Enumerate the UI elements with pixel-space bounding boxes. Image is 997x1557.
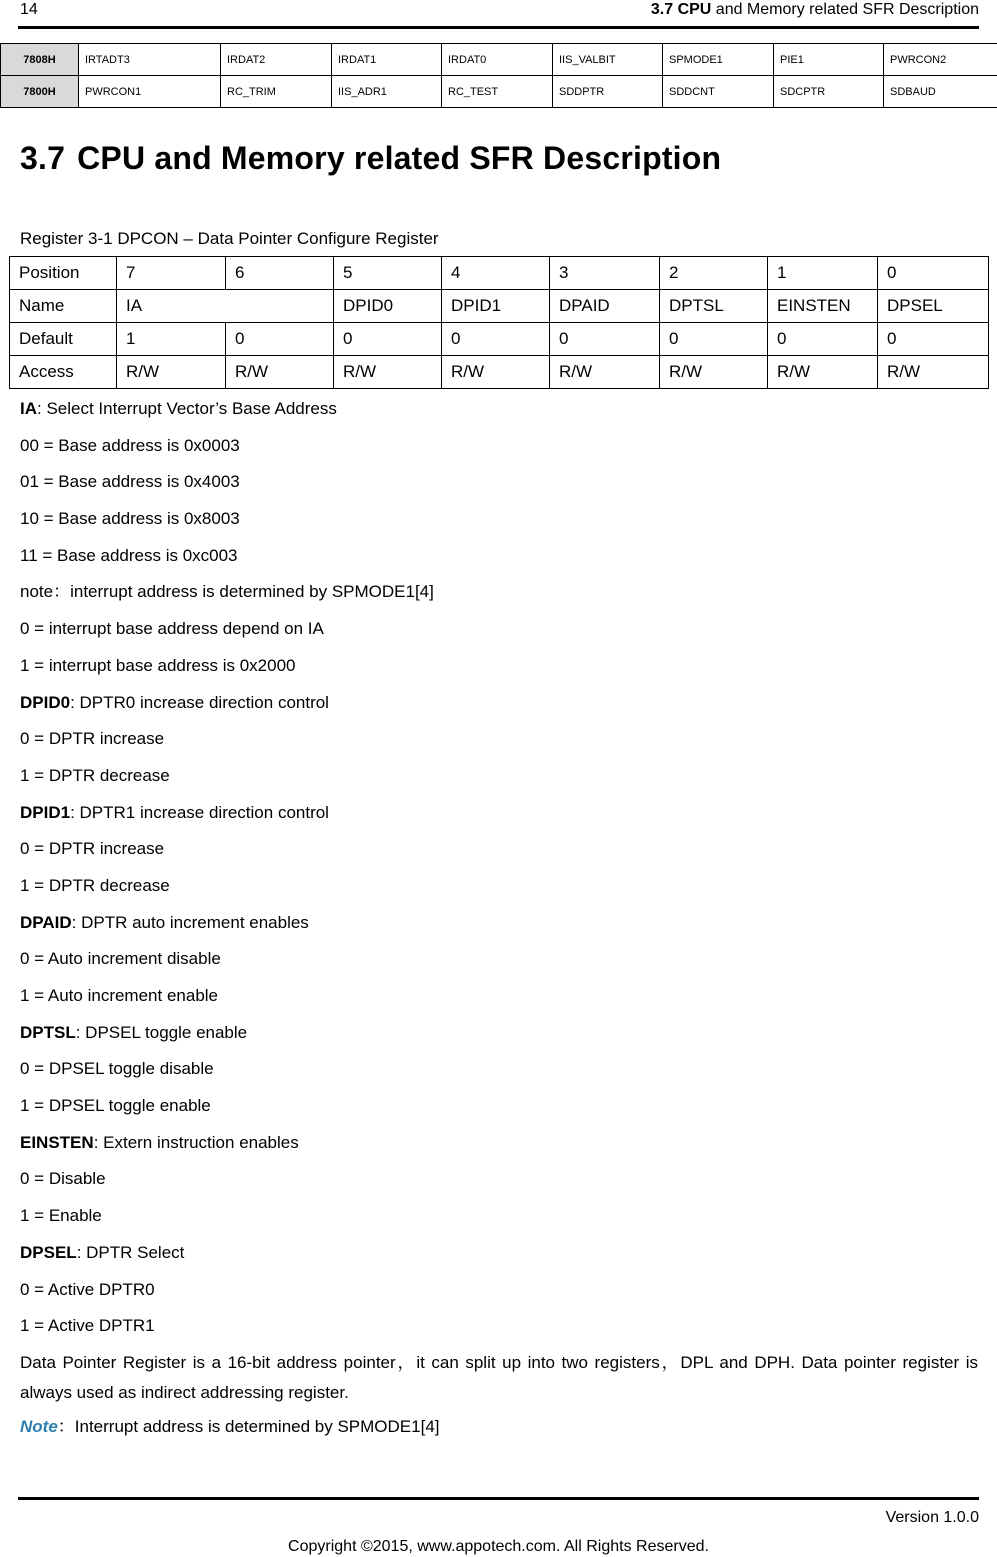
field-value-line: 1 = DPTR decrease	[20, 875, 170, 895]
header-title-bold: 3.7 CPU	[650, 1, 712, 18]
section-heading	[20, 140, 721, 177]
header-title-rest: and Memory related SFR Description	[711, 1, 979, 18]
table-cell: DPID0	[334, 290, 442, 323]
field-value-line: 0 = Auto increment disable	[20, 949, 221, 969]
sfr-cell: IRTADT3	[79, 44, 221, 76]
field-value-line: 0 = Disable	[20, 1169, 106, 1189]
field-name: DPSEL	[20, 1242, 77, 1262]
table-cell: 0	[334, 323, 442, 356]
sfr-cell: PWRCON2	[884, 44, 997, 76]
field-description: : DPTR1 increase direction control	[70, 802, 329, 822]
field-value-line: 00 = Base address is 0x0003	[20, 435, 240, 455]
sfr-cell: IRDAT1	[332, 44, 442, 76]
table-cell: 5	[334, 257, 442, 290]
field-description: : DPTR auto increment enables	[71, 912, 309, 932]
description-paragraph: Data Pointer Register is a 16-bit address pointer，it can split up into two registers，DPL and DPH. Data pointer register is always used as indirect addressing register.	[20, 1352, 978, 1402]
table-cell: 0	[768, 323, 878, 356]
field-heading-dpsel	[20, 1235, 978, 1272]
table-cell: R/W	[226, 356, 334, 389]
row-header: Position	[10, 257, 117, 290]
field-value-line: 1 = DPSEL toggle enable	[20, 1096, 211, 1116]
sfr-cell: SDBAUD	[884, 76, 997, 108]
footer-rule	[18, 1497, 979, 1500]
sfr-cell: SPMODE1	[663, 44, 774, 76]
note-line	[20, 1408, 978, 1446]
field-value-line: 01 = Base address is 0x4003	[20, 472, 240, 492]
field-value-line: 0 = interrupt base address depend on IA	[20, 619, 324, 639]
sfr-cell: RC_TEST	[442, 76, 553, 108]
table-cell: 7	[117, 257, 226, 290]
table-cell: R/W	[442, 356, 550, 389]
sfr-cell: SDCPTR	[774, 76, 884, 108]
field-value-line: 1 = Active DPTR1	[20, 1316, 155, 1336]
table-row	[10, 257, 989, 290]
table-cell: EINSTEN	[768, 290, 878, 323]
header-rule	[18, 26, 979, 29]
section-title: CPU and Memory related SFR Description	[77, 140, 722, 176]
table-cell: R/W	[117, 356, 226, 389]
table-cell: 6	[226, 257, 334, 290]
field-name: DPAID	[20, 912, 72, 932]
sfr-cell: IIS_ADR1	[332, 76, 442, 108]
table-cell: 0	[226, 323, 334, 356]
table-cell: 0	[442, 323, 550, 356]
row-header: Default	[10, 323, 117, 356]
table-cell: 2	[660, 257, 768, 290]
table-cell: DPID1	[442, 290, 550, 323]
table-row	[1, 44, 997, 76]
field-name: DPID0	[20, 692, 71, 712]
table-cell: 0	[660, 323, 768, 356]
table-cell: R/W	[660, 356, 768, 389]
field-description: : DPSEL toggle enable	[75, 1022, 248, 1042]
field-heading-dpid1	[20, 795, 978, 832]
table-cell: 1	[117, 323, 226, 356]
field-value-line: 1 = Enable	[20, 1206, 102, 1226]
table-cell: 1	[768, 257, 878, 290]
table-cell: 0	[550, 323, 660, 356]
field-value-line: 0 = DPSEL toggle disable	[20, 1059, 214, 1079]
sfr-cell: IIS_VALBIT	[553, 44, 663, 76]
table-cell: R/W	[768, 356, 878, 389]
sfr-map-table	[0, 43, 997, 108]
note-text: ：Interrupt address is determined by SPMODE1[4]	[57, 1416, 440, 1436]
field-value-line: 10 = Base address is 0x8003	[20, 509, 240, 529]
field-value-line: 0 = DPTR increase	[20, 839, 165, 859]
field-description: : DPTR0 increase direction control	[70, 692, 329, 712]
field-descriptions	[20, 391, 978, 1446]
field-value-line: 11 = Base address is 0xc003	[20, 545, 238, 565]
table-cell: DPTSL	[660, 290, 768, 323]
header-title	[651, 1, 979, 19]
register-table	[9, 256, 989, 389]
sfr-cell: IRDAT2	[221, 44, 332, 76]
sfr-address: 7808H	[1, 44, 79, 76]
field-description: : Select Interrupt Vector’s Base Address	[37, 399, 337, 418]
sfr-cell: RC_TRIM	[221, 76, 332, 108]
field-heading-dptsl	[20, 1015, 978, 1052]
field-description: : DPTR Select	[76, 1242, 185, 1262]
sfr-cell: SDDPTR	[553, 76, 663, 108]
table-row	[10, 356, 989, 389]
field-name: EINSTEN	[20, 1132, 94, 1152]
table-cell: 4	[442, 257, 550, 290]
section-number: 3.7	[20, 140, 66, 176]
field-heading-dpaid	[20, 905, 978, 942]
sfr-address: 7800H	[1, 76, 79, 108]
sfr-cell: PWRCON1	[79, 76, 221, 108]
table-row	[10, 290, 989, 323]
field-heading-ia	[20, 391, 978, 428]
field-value-line: 0 = DPTR increase	[20, 729, 165, 749]
table-row	[1, 76, 997, 108]
copyright-text: Copyright ©2015, www.appotech.com. All Rights Reserved.	[288, 1538, 709, 1555]
register-caption: Register 3-1 DPCON – Data Pointer Configure Register	[20, 229, 439, 248]
sfr-cell: SDDCNT	[663, 76, 774, 108]
sfr-cell: IRDAT0	[442, 44, 553, 76]
table-cell: 0	[878, 257, 989, 290]
table-cell: DPAID	[550, 290, 660, 323]
row-header: Name	[10, 290, 117, 323]
table-cell: 0	[878, 323, 989, 356]
field-value-line: 1 = interrupt base address is 0x2000	[20, 655, 296, 675]
field-value-line: 1 = Auto increment enable	[20, 986, 218, 1005]
version-label: Version 1.0.0	[885, 1509, 979, 1526]
field-name: IA	[20, 399, 37, 418]
table-row	[10, 323, 989, 356]
field-note-line: note：interrupt address is determined by SPMODE1[4]	[20, 582, 434, 602]
field-heading-einsten	[20, 1125, 978, 1162]
page-number: 14	[20, 1, 38, 18]
table-cell: R/W	[334, 356, 442, 389]
row-header: Access	[10, 356, 117, 389]
table-cell: IA	[117, 290, 334, 323]
sfr-cell: PIE1	[774, 44, 884, 76]
table-cell: DPSEL	[878, 290, 989, 323]
field-heading-dpid0	[20, 685, 978, 722]
table-cell: R/W	[550, 356, 660, 389]
field-value-line: 0 = Active DPTR0	[20, 1279, 155, 1299]
field-value-line: 1 = DPTR decrease	[20, 765, 170, 785]
field-description: : Extern instruction enables	[93, 1132, 299, 1152]
note-label: Note	[20, 1416, 58, 1436]
table-cell: 3	[550, 257, 660, 290]
field-name: DPID1	[20, 802, 71, 822]
table-cell: R/W	[878, 356, 989, 389]
field-name: DPTSL	[20, 1022, 76, 1042]
